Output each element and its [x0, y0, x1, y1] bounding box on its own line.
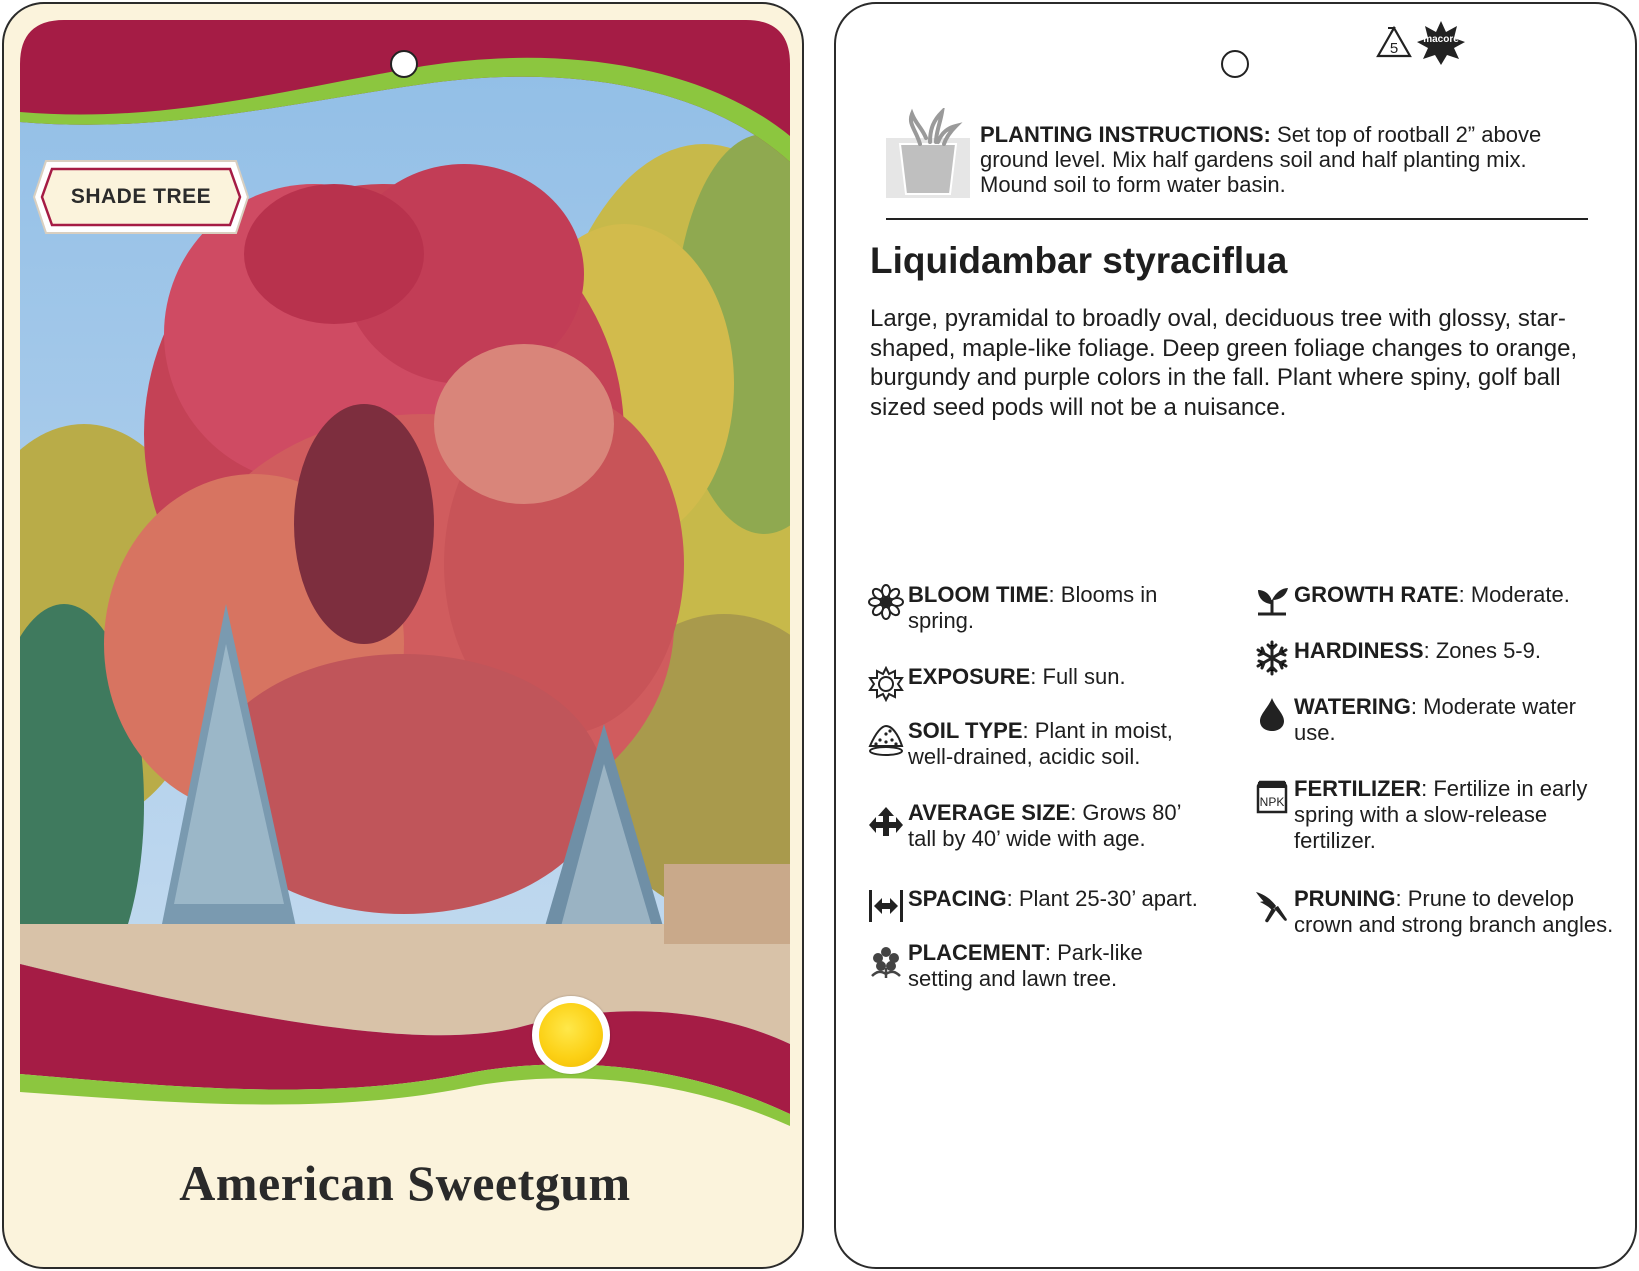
sun-outline-icon [868, 666, 904, 702]
back-tag [834, 2, 1637, 1269]
snowflake-icon [1254, 640, 1290, 676]
sprout-icon [1254, 584, 1290, 620]
npk-bag-icon [1254, 778, 1290, 814]
attribute-placement: PLACEMENT: Park-like setting and lawn tree. [908, 940, 1143, 991]
attribute-fertilizer: FERTILIZER: Fertilize in early spring with a slow-release fertilizer. [1294, 776, 1588, 853]
botanical-name: Liquidambar styraciflua [870, 240, 1288, 281]
attribute-spacing: SPACING: Plant 25-30’ apart. [908, 886, 1198, 911]
attribute-hardiness: HARDINESS: Zones 5-9. [1294, 638, 1541, 663]
recycle-icon [1374, 24, 1414, 64]
size-arrows-icon [868, 806, 904, 842]
attribute-watering: WATERING: Moderate water use. [1294, 694, 1577, 745]
attribute-growth-rate: GROWTH RATE: Moderate. [1294, 582, 1570, 607]
plant-description: Large, pyramidal to broadly oval, deciduous tree with glossy, star-shaped, maple-like foliage. Deep green foliage changes to orange, burgundy and purple colors in the fall. Plant where spiny, golf ball sized seed pods will not be a nuisance. [870, 305, 1578, 421]
hang-hole [1221, 50, 1249, 78]
common-name: American Sweetgum [179, 1155, 631, 1211]
svg-text:NPK: NPK [1259, 795, 1285, 809]
full-sun-dot-icon [532, 996, 610, 1074]
svg-text:5: 5 [1389, 40, 1399, 57]
attribute-exposure: EXPOSURE: Full sun. [908, 664, 1126, 689]
placement-flower-icon [868, 944, 904, 980]
planting-pot-icon [886, 108, 974, 200]
planting-instructions [980, 122, 1580, 197]
planting-label: PLANTING INSTRUCTIONS: [980, 122, 1271, 147]
macore-logo-text: macore [1423, 34, 1459, 45]
attribute-pruning: PRUNING: Prune to develop crown and strong branch angles. [1294, 886, 1614, 937]
hang-hole [390, 50, 418, 78]
front-tag [2, 2, 804, 1269]
planting-text: Set top of rootball 2” above ground level. Mix half gardens soil and half planting mix. Mound soil to form water basin. [980, 122, 1542, 197]
attribute-average-size: AVERAGE SIZE: Grows 80’ tall by 40’ wide with age. [908, 800, 1181, 851]
spacing-arrow-icon [868, 888, 904, 924]
pruners-icon [1254, 888, 1290, 924]
soil-pile-icon [868, 722, 904, 758]
divider [886, 218, 1588, 220]
attribute-bloom-time: BLOOM TIME: Blooms in spring. [908, 582, 1158, 633]
attribute-soil-type: SOIL TYPE: Plant in moist, well-drained, acidic soil. [908, 718, 1173, 769]
category-badge: SHADE TREE [70, 185, 212, 208]
water-drop-icon [1254, 696, 1290, 732]
flower-icon [868, 584, 904, 620]
